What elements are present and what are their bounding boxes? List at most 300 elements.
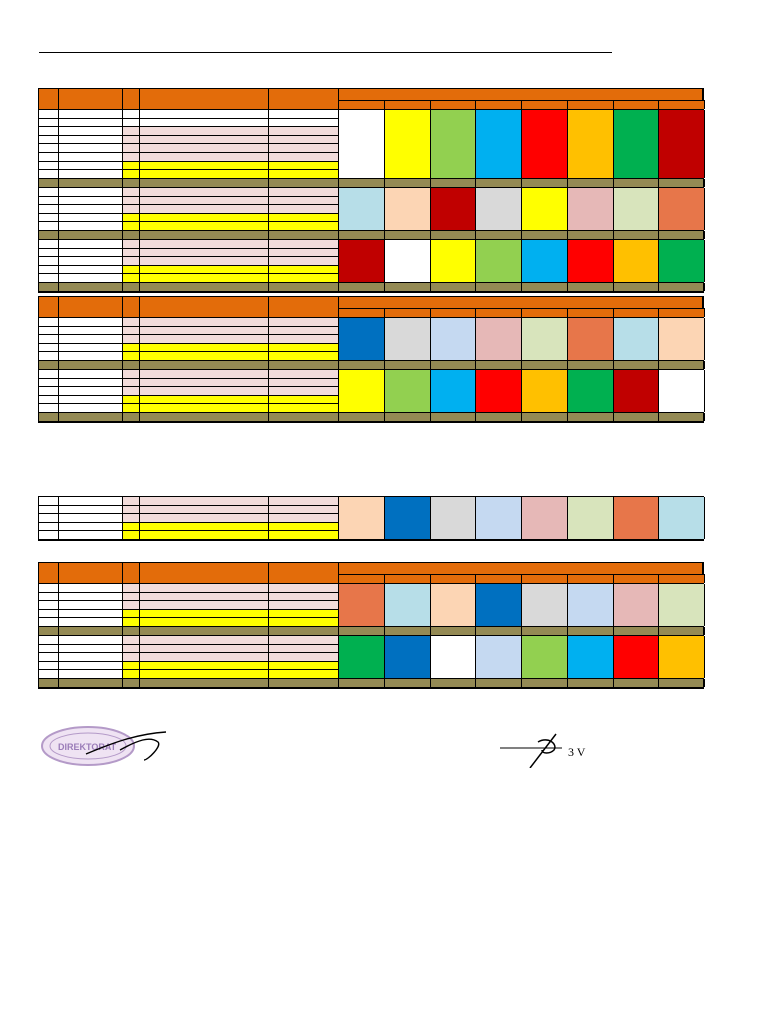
separator-cell	[59, 361, 123, 369]
table-row	[39, 153, 339, 162]
table-cell	[269, 610, 339, 619]
table-row	[39, 249, 339, 258]
table-row	[39, 670, 339, 679]
table-cell	[59, 214, 123, 223]
separator-cell	[140, 283, 269, 291]
table-row	[39, 370, 339, 379]
color-swatch	[614, 240, 660, 282]
separator-cell	[431, 179, 477, 187]
separator-cell	[339, 413, 385, 421]
table-cell	[269, 110, 339, 119]
table-row	[39, 188, 339, 197]
table-cell	[39, 370, 59, 379]
table-row	[39, 214, 339, 223]
separator-cell	[385, 679, 431, 687]
table-row	[39, 593, 339, 602]
table-cell	[59, 497, 123, 506]
table-row	[39, 257, 339, 266]
table-cell	[123, 514, 140, 523]
color-swatch	[568, 240, 614, 282]
table-cell	[123, 162, 140, 171]
table-cell	[123, 144, 140, 153]
header-cell	[140, 297, 269, 317]
table-cell	[59, 144, 123, 153]
table-cell	[269, 153, 339, 162]
color-swatch	[522, 497, 568, 539]
table-cell	[140, 188, 269, 197]
color-swatch	[476, 497, 522, 539]
table-row	[39, 404, 339, 413]
separator-cell	[431, 231, 477, 239]
color-swatch	[431, 240, 477, 282]
separator-cell	[568, 231, 614, 239]
table-row	[39, 110, 339, 119]
table-cell	[140, 379, 269, 388]
separator-cell	[39, 627, 59, 635]
schedule-table-t4	[38, 562, 704, 689]
schedule-table-t1	[38, 88, 704, 293]
table-cell	[269, 136, 339, 145]
group-separator-row	[39, 283, 703, 292]
separator-cell	[431, 627, 477, 635]
separator-cell	[522, 627, 568, 635]
table-cell	[39, 514, 59, 523]
table-row	[39, 506, 339, 515]
separator-cell	[123, 361, 140, 369]
header-cell	[59, 89, 123, 109]
table-cell	[140, 370, 269, 379]
table-row	[39, 119, 339, 128]
color-swatch	[431, 188, 477, 230]
table-cell	[140, 662, 269, 671]
header-cell	[269, 563, 339, 583]
separator-cell	[476, 627, 522, 635]
separator-cell	[59, 231, 123, 239]
table-row	[39, 222, 339, 231]
table-cell	[59, 601, 123, 610]
table-cell	[123, 497, 140, 506]
table-cell	[269, 222, 339, 231]
table-cell	[123, 653, 140, 662]
separator-cell	[614, 679, 660, 687]
separator-cell	[385, 627, 431, 635]
header-cell	[269, 89, 339, 109]
table-cell	[140, 110, 269, 119]
table-cell	[269, 352, 339, 361]
separator-cell	[614, 283, 660, 291]
table-cell	[39, 531, 59, 540]
separator-cell	[659, 179, 705, 187]
color-swatch	[339, 188, 385, 230]
table-cell	[140, 170, 269, 179]
color-swatch	[659, 318, 705, 360]
table-row	[39, 127, 339, 136]
table-cell	[59, 370, 123, 379]
color-swatch	[431, 636, 477, 678]
table-cell	[59, 387, 123, 396]
table-cell	[269, 188, 339, 197]
table-cell	[123, 257, 140, 266]
header-color-group	[339, 89, 703, 100]
separator-cell	[39, 283, 59, 291]
table-cell	[140, 318, 269, 327]
color-swatch	[522, 318, 568, 360]
separator-cell	[431, 283, 477, 291]
separator-cell	[614, 627, 660, 635]
color-swatch	[568, 636, 614, 678]
table-cell	[123, 593, 140, 602]
color-swatch	[568, 318, 614, 360]
table-cell	[123, 662, 140, 671]
table-cell	[140, 618, 269, 627]
table-cell	[39, 593, 59, 602]
table-cell	[59, 618, 123, 627]
official-stamp-signature	[40, 724, 170, 768]
header-color-col	[431, 574, 477, 583]
table-cell	[59, 610, 123, 619]
table-cell	[39, 257, 59, 266]
table-row	[39, 379, 339, 388]
table-cell	[59, 119, 123, 128]
separator-cell	[385, 179, 431, 187]
color-swatch	[385, 584, 431, 626]
table-cell	[140, 119, 269, 128]
header-cell	[123, 563, 140, 583]
table-row	[39, 327, 339, 336]
color-swatch	[659, 497, 705, 539]
table-cell	[269, 274, 339, 283]
separator-cell	[476, 179, 522, 187]
table-cell	[59, 136, 123, 145]
table-cell	[39, 327, 59, 336]
table-cell	[59, 318, 123, 327]
table-cell	[39, 670, 59, 679]
separator-cell	[385, 231, 431, 239]
table-cell	[140, 531, 269, 540]
table-cell	[59, 670, 123, 679]
color-swatch	[659, 370, 705, 412]
table-cell	[269, 318, 339, 327]
separator-cell	[385, 361, 431, 369]
table-cell	[39, 170, 59, 179]
color-swatch	[385, 370, 431, 412]
table-cell	[140, 240, 269, 249]
table-cell	[269, 205, 339, 214]
header-color-col	[385, 574, 431, 583]
table-cell	[269, 162, 339, 171]
color-swatch	[568, 584, 614, 626]
color-swatch	[339, 110, 385, 178]
separator-cell	[59, 179, 123, 187]
table-cell	[59, 205, 123, 214]
header-color-col	[659, 100, 705, 109]
table-cell	[140, 162, 269, 171]
color-swatch	[568, 497, 614, 539]
table-cell	[39, 274, 59, 283]
separator-cell	[39, 361, 59, 369]
table-cell	[39, 249, 59, 258]
table-cell	[123, 119, 140, 128]
separator-cell	[339, 283, 385, 291]
table-cell	[39, 197, 59, 206]
table-cell	[39, 119, 59, 128]
table-row	[39, 514, 339, 523]
group-separator-row	[39, 627, 703, 636]
separator-cell	[522, 361, 568, 369]
table-cell	[140, 636, 269, 645]
table-row	[39, 636, 339, 645]
color-swatch	[659, 240, 705, 282]
color-swatch	[614, 497, 660, 539]
separator-cell	[522, 679, 568, 687]
header-cell	[39, 563, 59, 583]
table-cell	[140, 396, 269, 405]
color-swatch	[431, 370, 477, 412]
table-row	[39, 318, 339, 327]
table-cell	[269, 662, 339, 671]
color-swatch	[568, 370, 614, 412]
color-swatch	[659, 110, 705, 178]
table-cell	[39, 222, 59, 231]
table-cell	[269, 335, 339, 344]
table-cell	[39, 497, 59, 506]
separator-cell	[339, 679, 385, 687]
separator-cell	[339, 179, 385, 187]
table-row	[39, 144, 339, 153]
color-swatch	[522, 584, 568, 626]
table-cell	[269, 618, 339, 627]
separator-cell	[476, 231, 522, 239]
separator-cell	[269, 413, 339, 421]
header-color-col	[385, 100, 431, 109]
separator-cell	[614, 231, 660, 239]
table-cell	[269, 344, 339, 353]
table-cell	[39, 144, 59, 153]
color-group	[39, 188, 703, 231]
second-signature	[498, 726, 612, 768]
group-separator-row	[39, 179, 703, 188]
table-cell	[39, 136, 59, 145]
separator-cell	[659, 283, 705, 291]
table-row	[39, 274, 339, 283]
separator-cell	[522, 413, 568, 421]
table-row	[39, 523, 339, 532]
table-cell	[123, 352, 140, 361]
separator-cell	[123, 179, 140, 187]
table-cell	[140, 670, 269, 679]
separator-cell	[659, 361, 705, 369]
table-row	[39, 497, 339, 506]
separator-cell	[269, 283, 339, 291]
color-swatch	[431, 110, 477, 178]
color-swatch	[522, 636, 568, 678]
separator-cell	[269, 179, 339, 187]
separator-cell	[59, 627, 123, 635]
table-cell	[140, 136, 269, 145]
color-swatch	[385, 240, 431, 282]
table-row	[39, 387, 339, 396]
table-cell	[140, 197, 269, 206]
table-cell	[39, 396, 59, 405]
color-swatch	[476, 318, 522, 360]
table-cell	[140, 344, 269, 353]
separator-cell	[476, 413, 522, 421]
table-cell	[140, 514, 269, 523]
group-separator-row	[39, 679, 703, 688]
color-swatch	[568, 110, 614, 178]
table-row	[39, 662, 339, 671]
color-swatch	[522, 370, 568, 412]
header-color-col	[614, 100, 660, 109]
table-cell	[140, 127, 269, 136]
color-swatch	[385, 110, 431, 178]
header-cell	[59, 297, 123, 317]
table-cell	[123, 153, 140, 162]
table-header	[39, 297, 703, 318]
header-color-col	[522, 100, 568, 109]
color-swatch	[659, 584, 705, 626]
table-cell	[269, 240, 339, 249]
header-color-col	[659, 308, 705, 317]
table-cell	[39, 127, 59, 136]
color-swatch	[614, 318, 660, 360]
color-swatch	[476, 636, 522, 678]
table-cell	[123, 274, 140, 283]
table-cell	[269, 266, 339, 275]
color-swatch	[522, 110, 568, 178]
table-cell	[39, 645, 59, 654]
table-row	[39, 205, 339, 214]
color-swatch	[659, 636, 705, 678]
table-cell	[59, 593, 123, 602]
table-cell	[140, 610, 269, 619]
table-row	[39, 645, 339, 654]
color-swatch	[339, 370, 385, 412]
table-cell	[140, 144, 269, 153]
table-cell	[123, 404, 140, 413]
separator-cell	[59, 413, 123, 421]
table-cell	[269, 670, 339, 679]
table-cell	[123, 344, 140, 353]
header-cell	[123, 297, 140, 317]
table-cell	[123, 222, 140, 231]
table-row	[39, 396, 339, 405]
header-cell	[59, 563, 123, 583]
separator-cell	[614, 361, 660, 369]
table-row	[39, 136, 339, 145]
table-cell	[269, 523, 339, 532]
header-color-col	[568, 100, 614, 109]
table-cell	[39, 240, 59, 249]
table-cell	[39, 636, 59, 645]
table-cell	[123, 523, 140, 532]
table-cell	[59, 249, 123, 258]
table-cell	[123, 610, 140, 619]
schedule-table-t2	[38, 296, 704, 423]
table-cell	[39, 318, 59, 327]
separator-cell	[568, 361, 614, 369]
table-row	[39, 352, 339, 361]
table-header	[39, 563, 703, 584]
table-cell	[39, 205, 59, 214]
table-cell	[123, 249, 140, 258]
separator-cell	[659, 231, 705, 239]
table-cell	[269, 127, 339, 136]
table-cell	[123, 396, 140, 405]
group-separator-row	[39, 361, 703, 370]
table-cell	[39, 584, 59, 593]
separator-cell	[659, 627, 705, 635]
table-cell	[269, 636, 339, 645]
table-cell	[123, 335, 140, 344]
table-cell	[123, 618, 140, 627]
color-swatch	[385, 188, 431, 230]
table-cell	[269, 379, 339, 388]
separator-cell	[385, 413, 431, 421]
separator-cell	[568, 679, 614, 687]
header-color-col	[568, 574, 614, 583]
table-cell	[123, 387, 140, 396]
color-swatch	[568, 188, 614, 230]
table-row	[39, 335, 339, 344]
table-cell	[140, 249, 269, 258]
separator-cell	[476, 361, 522, 369]
table-cell	[123, 127, 140, 136]
table-cell	[59, 153, 123, 162]
table-cell	[269, 257, 339, 266]
signature-initials: 3 V	[568, 745, 586, 759]
header-cell	[140, 563, 269, 583]
table-cell	[59, 335, 123, 344]
separator-cell	[59, 283, 123, 291]
separator-cell	[39, 179, 59, 187]
separator-cell	[659, 413, 705, 421]
table-cell	[269, 514, 339, 523]
color-group	[39, 584, 703, 627]
table-cell	[269, 387, 339, 396]
color-swatch	[614, 188, 660, 230]
table-cell	[59, 197, 123, 206]
table-cell	[39, 344, 59, 353]
table-cell	[269, 601, 339, 610]
table-cell	[140, 584, 269, 593]
table-cell	[123, 205, 140, 214]
table-cell	[39, 153, 59, 162]
table-cell	[59, 396, 123, 405]
color-swatch	[659, 188, 705, 230]
table-cell	[39, 188, 59, 197]
table-cell	[59, 645, 123, 654]
header-color-col	[431, 100, 477, 109]
table-cell	[39, 404, 59, 413]
table-cell	[59, 636, 123, 645]
table-cell	[59, 170, 123, 179]
table-cell	[269, 119, 339, 128]
color-swatch	[431, 584, 477, 626]
header-color-col	[614, 574, 660, 583]
table-cell	[123, 601, 140, 610]
separator-cell	[431, 361, 477, 369]
table-cell	[269, 197, 339, 206]
table-row	[39, 531, 339, 540]
separator-cell	[614, 413, 660, 421]
separator-cell	[339, 361, 385, 369]
table-cell	[39, 379, 59, 388]
separator-cell	[614, 179, 660, 187]
header-color-group	[339, 563, 703, 574]
table-cell	[59, 110, 123, 119]
table-cell	[140, 222, 269, 231]
